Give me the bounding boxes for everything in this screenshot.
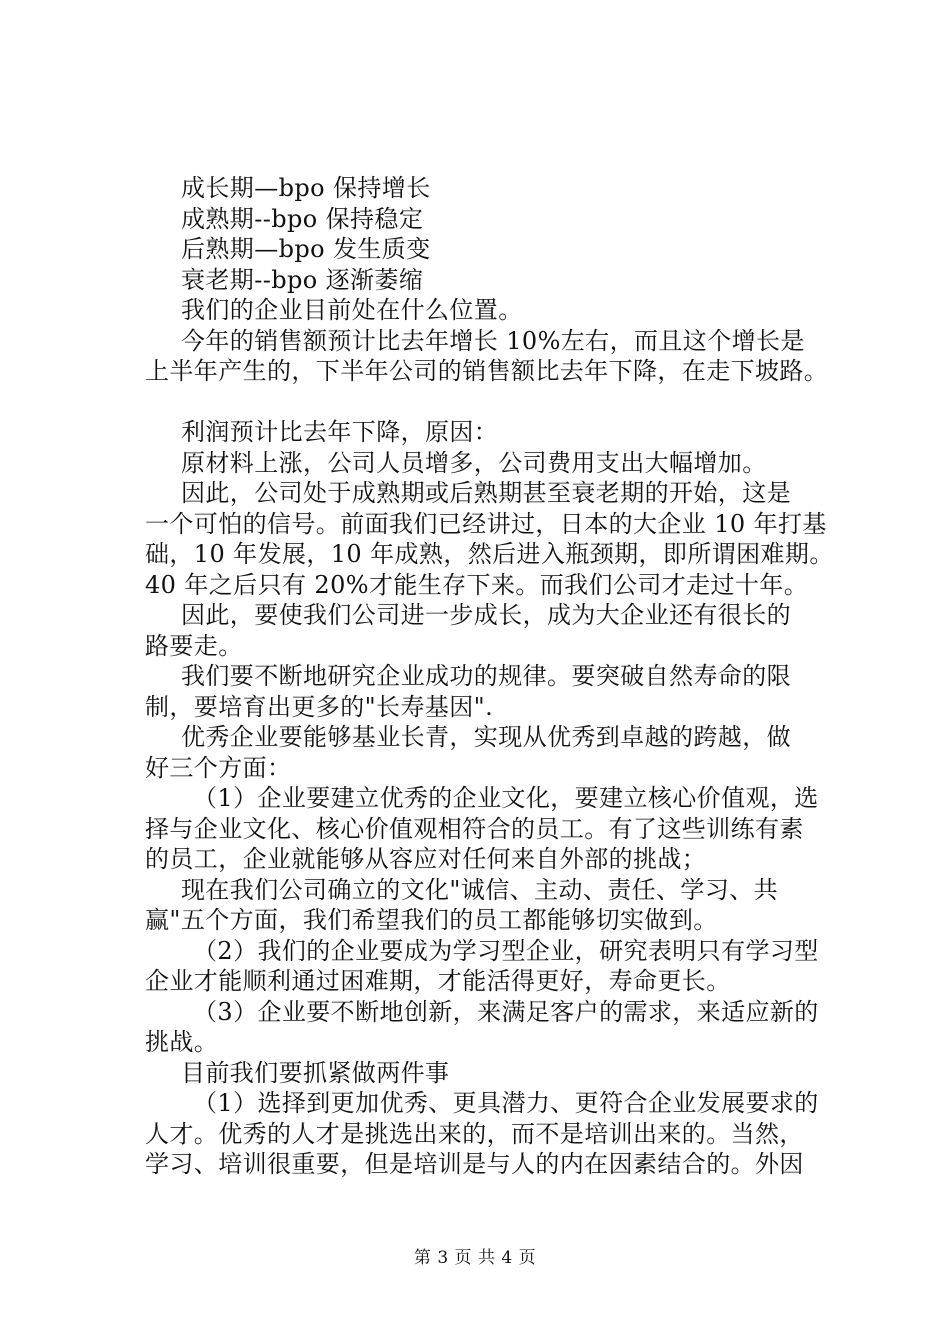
- text-line: （1）选择到更加优秀、更具潜力、更符合企业发展要求的: [193, 1089, 819, 1117]
- text-line: 一个可怕的信号。前面我们已经讲过，日本的大企业 10 年打基: [145, 509, 827, 538]
- text-line: 础，10 年发展，10 年成熟，然后进入瓶颈期，即所谓困难期。: [145, 540, 834, 568]
- text-line: 成长期—bpo 保持增长: [181, 174, 431, 202]
- text-line: 衰老期--bpo 逐渐萎缩: [181, 265, 424, 294]
- text-line: 赢"五个方面，我们希望我们的员工都能够切实做到。: [145, 906, 718, 934]
- text-line: 人才。优秀的人才是挑选出来的，而不是培训出来的。当然，: [145, 1119, 804, 1148]
- text-line: 上半年产生的，下半年公司的销售额比去年下降，在走下坡路。: [145, 357, 829, 385]
- text-line: （2）我们的企业要成为学习型企业，研究表明只有学习型: [193, 936, 819, 965]
- text-line: 原材料上涨，公司人员增多，公司费用支出大幅增加。: [181, 448, 767, 477]
- text-line: 目前我们要抓紧做两件事: [181, 1058, 450, 1087]
- text-line: （3）企业要不断地创新，来满足客户的需求，来适应新的: [193, 997, 819, 1026]
- page-footer: 第 3 页 共 4 页: [413, 1248, 537, 1268]
- text-line: 因此，公司处于成熟期或后熟期甚至衰老期的开始，这是: [181, 479, 791, 507]
- text-line: 40 年之后只有 20%才能生存下来。而我们公司才走过十年。: [145, 570, 809, 599]
- text-line: 制，要培育出更多的"长寿基因".: [145, 692, 494, 721]
- blank-line: [145, 387, 845, 418]
- text-line: 后熟期—bpo 发生质变: [181, 235, 431, 263]
- text-line: 我们要不断地研究企业成功的规律。要突破自然寿命的限: [181, 662, 791, 690]
- text-line: 我们的企业目前处在什么位置。: [181, 296, 523, 324]
- text-line: 的员工，企业就能够从容应对任何来自外部的挑战；: [145, 845, 707, 873]
- text-line: 路要走。: [145, 631, 243, 660]
- text-line: 择与企业文化、核心价值观相符合的员工。有了这些训练有素: [145, 814, 804, 843]
- text-line: 优秀企业要能够基业长青，实现从优秀到卓越的跨越，做: [181, 723, 791, 751]
- text-line: 成熟期--bpo 保持稳定: [181, 204, 424, 233]
- text-line: 好三个方面：: [145, 753, 292, 782]
- text-line: 利润预计比去年下降，原因：: [181, 418, 499, 446]
- text-line: （1）企业要建立优秀的企业文化，要建立核心价值观，选: [193, 784, 819, 812]
- text-line: 企业才能顺利通过困难期，才能活得更好，寿命更长。: [145, 967, 731, 995]
- text-line: 挑战。: [145, 1028, 219, 1056]
- text-line: 因此，要使我们公司进一步成长，成为大企业还有很长的: [181, 601, 791, 629]
- text-line: 学习、培训很重要，但是培训是与人的内在因素结合的。外因: [145, 1150, 804, 1178]
- text-line: 现在我们公司确立的文化"诚信、主动、责任、学习、共: [181, 875, 779, 904]
- text-line: 今年的销售额预计比去年增长 10%左右，而且这个增长是: [181, 326, 805, 355]
- document-body: [145, 173, 845, 1180]
